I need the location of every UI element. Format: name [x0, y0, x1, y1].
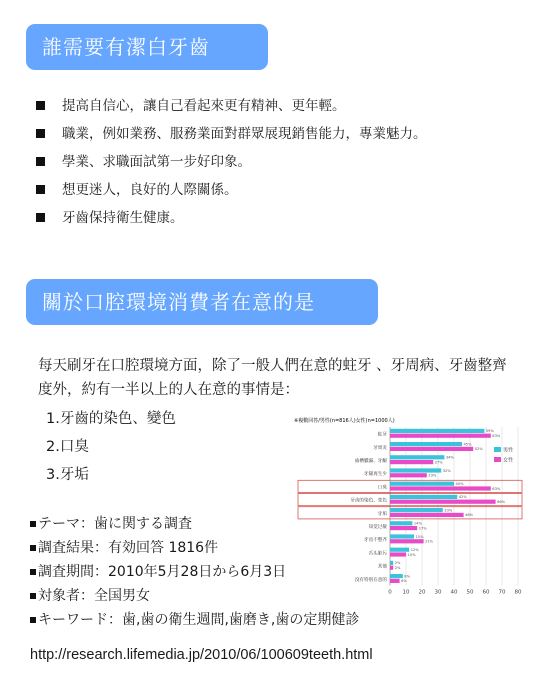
bar-female: [390, 552, 406, 556]
bar-value-label: 52%: [474, 447, 483, 452]
bar-value-label: 27%: [434, 460, 443, 465]
bar-value-label: 10%: [407, 552, 416, 557]
bar-value-label: 40%: [455, 482, 464, 486]
bar-value-label: 12%: [410, 548, 419, 552]
list-item-text: 牙齒保持衛生健康。: [62, 210, 184, 226]
benefit-list: [36, 96, 427, 236]
category-label: 口臭: [377, 485, 387, 491]
legend-label: 女性: [503, 457, 514, 464]
bar-female: [390, 500, 496, 504]
survey-line: [30, 513, 359, 537]
list-item-text: 想更迷人，良好的人際關係。: [62, 182, 238, 198]
section-heading-consumer-concerns: 關於口腔環境消費者在意的是: [26, 279, 378, 325]
bar-value-label: 59%: [485, 429, 494, 434]
bar-male: [390, 561, 393, 565]
intro-paragraph: 每天刷牙在口腔環境方面，除了一般人們在意的蛀牙 、牙周病、牙齒整齊度外，約有一半以上的人在意的事情是：: [38, 358, 507, 398]
bullet-square-icon: [30, 545, 36, 551]
bar-male: [390, 495, 457, 499]
bar-female: [390, 526, 417, 530]
bar-value-label: 45%: [463, 442, 472, 447]
legend-swatch: [494, 447, 501, 452]
bar-female: [390, 434, 491, 438]
bullet-square-icon: [30, 593, 36, 599]
bar-value-label: 33%: [444, 508, 453, 513]
list-item-text: 職業，例如業務、服務業面對群眾展現銷售能力，專業魅力。: [62, 126, 427, 142]
bar-male: [390, 468, 441, 472]
source-url[interactable]: http://research.lifemedia.jp/2010/06/100609teeth.html: [30, 647, 373, 663]
bar-female: [390, 566, 393, 570]
category-label: 牙齿不整齐: [364, 538, 387, 544]
bullet-square-icon: [36, 129, 45, 138]
survey-line: [30, 537, 359, 561]
bar-value-label: 8%: [404, 574, 411, 579]
category-label: 齒槽膿漏、牙齦: [354, 459, 387, 464]
survey-line-text: テーマ：歯に関する調査: [38, 516, 192, 532]
legend-swatch: [494, 457, 501, 462]
bar-value-label: 63%: [492, 434, 501, 438]
survey-info: [30, 513, 359, 633]
category-label: 蛀牙: [377, 432, 387, 438]
list-item: [36, 96, 427, 124]
survey-line: [30, 585, 359, 609]
bar-male: [390, 455, 444, 459]
bar-male: [390, 521, 412, 525]
survey-line: [30, 561, 359, 585]
x-tick-label: 40: [450, 589, 458, 596]
concern-item: 3.牙垢: [46, 467, 89, 483]
concern-item: 2.口臭: [46, 439, 89, 455]
survey-line-text: キーワード：歯,歯の衛生週間,歯磨き,歯の定期健診: [38, 612, 360, 628]
list-item-text: 提高自信心，讓自己看起來更有精神、更年輕。: [62, 98, 346, 114]
bullet-square-icon: [36, 185, 45, 194]
survey-line: [30, 609, 359, 633]
bullet-square-icon: [36, 101, 45, 110]
category-label: 舌头脏污: [368, 551, 387, 557]
bar-value-label: 21%: [425, 539, 434, 544]
bar-value-label: 42%: [458, 495, 467, 500]
category-label: 牙龈再生少: [364, 472, 387, 478]
bar-value-label: 34%: [445, 455, 454, 460]
category-label: 知觉过敏: [368, 525, 387, 530]
x-tick-label: 50: [466, 589, 474, 596]
bar-female: [390, 539, 424, 543]
x-tick-label: 80: [514, 589, 522, 596]
x-tick-label: 20: [418, 589, 426, 596]
bar-value-label: 17%: [418, 526, 427, 531]
bar-female: [390, 513, 464, 517]
category-label: 没有特别在意的: [354, 577, 387, 583]
bar-value-label: 63%: [492, 486, 501, 491]
bar-value-label: 2%: [394, 561, 401, 566]
bar-value-label: 46%: [465, 513, 474, 518]
concern-list: [46, 408, 176, 492]
x-tick-label: 10: [402, 589, 410, 596]
list-item: [36, 180, 427, 208]
category-label: 牙垢: [377, 511, 387, 517]
x-tick-label: 0: [388, 589, 392, 596]
section-heading-who-needs-white-teeth: 誰需要有潔白牙齒: [26, 24, 268, 70]
bar-value-label: 14%: [413, 521, 422, 526]
bar-female: [390, 579, 400, 583]
list-item: [36, 152, 427, 180]
category-label: 牙周炎: [373, 445, 387, 451]
x-tick-label: 30: [434, 589, 442, 596]
bar-value-label: 6%: [401, 579, 407, 584]
concern-item: 1.牙齒的染色、變色: [46, 411, 176, 427]
bar-male: [390, 548, 409, 552]
legend-label: 男性: [503, 447, 514, 454]
survey-line-text: 調査期間：2010年5月28日から6月3日: [38, 564, 287, 580]
x-tick-label: 70: [498, 589, 506, 596]
chart-title: ※複數回答/男性(n=816人)女性(n=1000人): [294, 418, 395, 424]
bar-male: [390, 534, 414, 538]
bar-male: [390, 574, 403, 578]
bullet-square-icon: [36, 213, 45, 222]
bar-value-label: 2%: [394, 566, 401, 570]
category-label: 牙齿的染色、变色: [350, 498, 387, 504]
bar-value-label: 32%: [442, 468, 451, 473]
bar-female: [390, 447, 473, 451]
bar-male: [390, 508, 443, 512]
category-label: 其他: [377, 564, 387, 570]
bar-male: [390, 442, 462, 446]
bar-female: [390, 473, 427, 477]
bullet-square-icon: [36, 157, 45, 166]
bullet-square-icon: [30, 521, 36, 527]
bullet-square-icon: [30, 617, 36, 623]
x-tick-label: 60: [482, 589, 490, 596]
bar-value-label: 15%: [415, 534, 424, 539]
list-item: [36, 124, 427, 152]
list-item-text: 學業、求職面試第一步好印象。: [62, 154, 251, 170]
bullet-square-icon: [30, 569, 36, 575]
bar-value-label: 23%: [428, 473, 437, 478]
bar-female: [390, 486, 491, 490]
bar-male: [390, 429, 484, 433]
bar-value-label: 66%: [497, 500, 506, 504]
list-item: [36, 208, 427, 236]
bar-female: [390, 460, 433, 464]
survey-line-text: 対象者：全国男女: [38, 588, 150, 604]
survey-line-text: 調査結果：有効回答 1816件: [38, 540, 219, 556]
bar-male: [390, 482, 454, 486]
